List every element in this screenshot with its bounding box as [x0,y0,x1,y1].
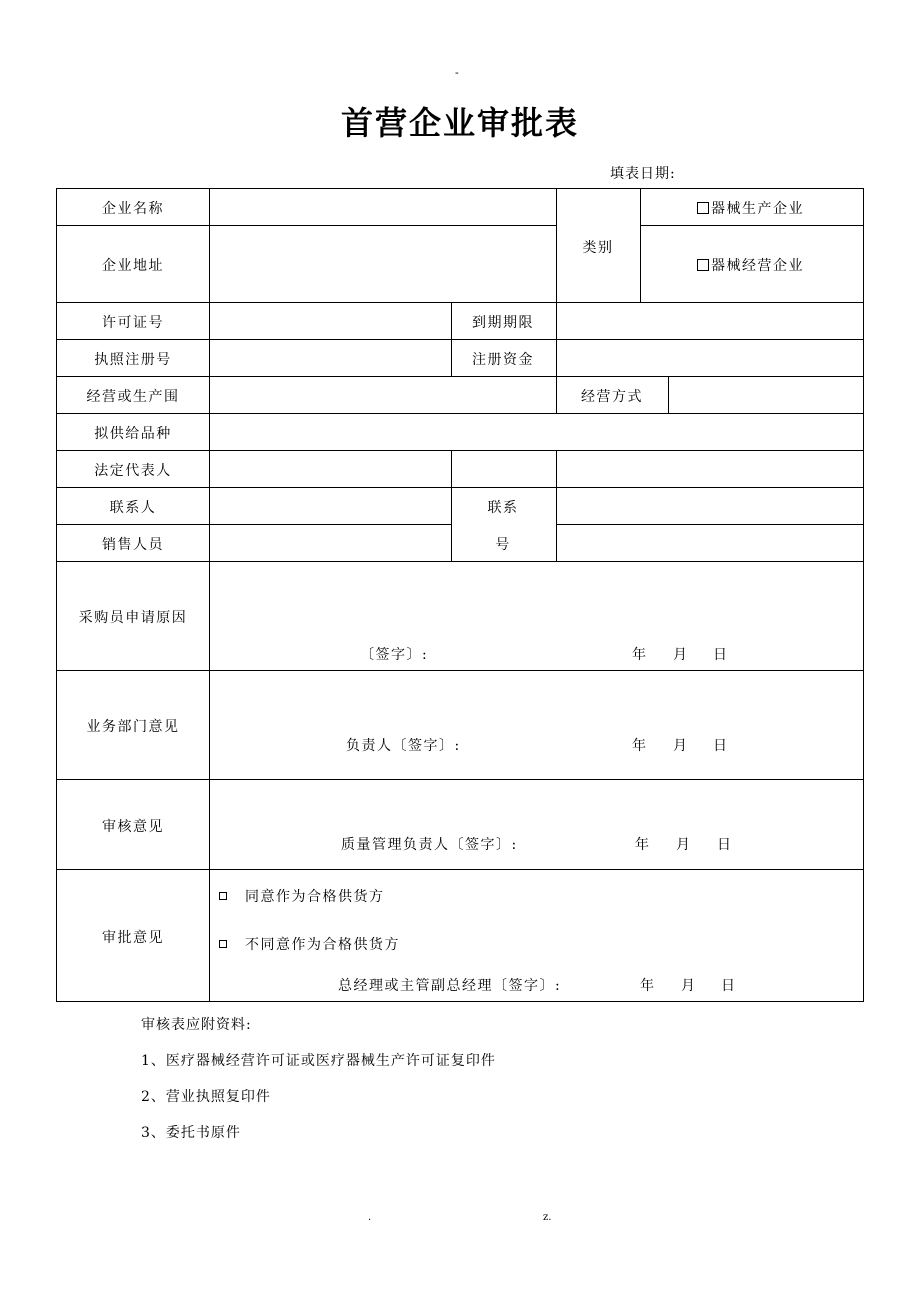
signature-purchase: 〔签字〕: [360,647,429,663]
grid-line [56,302,864,303]
label-business-reg-no: 执照注册号 [94,352,172,368]
approval-choice-label: 同意作为合格供货方 [245,889,385,905]
fill-date-label: 填表日期: [610,166,676,182]
date-year: 年 [635,837,651,853]
grid-line [56,376,864,377]
grid-line [210,524,451,525]
grid-line [451,302,452,376]
grid-line [640,225,864,226]
grid-line [56,869,864,870]
label-business-mode: 经营方式 [581,389,643,405]
signature-dept: 负责人〔签字〕: [346,738,461,754]
date-year: 年 [640,978,656,994]
date-month: 月 [681,978,697,994]
checkbox-icon [219,940,227,948]
footer-right-mark: z. [543,1212,552,1223]
label-license-no: 许可证号 [102,315,164,331]
header-mark: - [455,66,459,79]
signature-review: 质量管理负责人〔签字〕: [341,837,518,853]
date-year: 年 [632,647,648,663]
grid-line [56,450,864,451]
grid-line [209,188,210,1002]
grid-line [56,413,864,414]
label-expiry: 到期期限 [472,315,534,331]
date-day: 日 [713,738,729,754]
label-legal-rep: 法定代表人 [94,463,172,479]
label-company-address: 企业地址 [102,258,164,274]
checkbox-icon [697,202,709,214]
date-day: 日 [713,647,729,663]
grid-line [56,188,57,1002]
grid-line [556,450,557,561]
approval-choice-disagree[interactable] [219,934,400,954]
label-review-opinion: 审核意见 [102,819,164,835]
label-contact-person: 联系人 [109,500,157,516]
label-company-name: 企业名称 [102,201,164,217]
grid-line [56,561,864,562]
checkbox-icon [697,259,709,271]
attachment-item: 2、营业执照复印件 [141,1089,271,1105]
grid-line [863,188,864,1002]
grid-line [56,225,556,226]
attachments-heading: 审核表应附资料: [141,1017,252,1033]
date-month: 月 [673,738,689,754]
grid-line [56,339,864,340]
footer-left-mark: . [368,1212,372,1223]
grid-line [640,188,641,302]
checkbox-icon [219,892,227,900]
category-option-manufacturer[interactable] [697,198,804,218]
date-month: 月 [676,837,692,853]
label-approval-opinion: 审批意见 [102,930,164,946]
grid-line [556,524,864,525]
grid-line [56,779,864,780]
grid-line [556,376,557,413]
date-year: 年 [632,738,648,754]
grid-line [56,1001,864,1002]
label-category: 类别 [582,240,614,256]
approval-choice-label: 不同意作为合格供货方 [245,937,400,953]
grid-line [556,302,557,376]
label-scope: 经营或生产围 [86,389,180,405]
grid-line [451,450,452,561]
grid-line [668,376,669,413]
signature-approval: 总经理或主管副总经理〔签字〕: [338,978,562,994]
label-contact: 联系 [487,500,519,516]
label-dept-opinion: 业务部门意见 [86,719,180,735]
category-option-label: 器械生产企业 [711,201,804,217]
category-option-distributor[interactable] [697,255,804,275]
label-products: 拟供给品种 [94,426,172,442]
approval-choice-agree[interactable] [219,886,385,906]
grid-line [56,188,864,189]
label-sales-staff: 销售人员 [102,537,164,553]
attachment-item: 1、医疗器械经营许可证或医疗器械生产许可证复印件 [141,1053,496,1069]
grid-line [56,524,210,525]
page-title: 首营企业审批表 [340,104,579,142]
attachment-item: 3、委托书原件 [141,1125,241,1141]
grid-line [56,487,864,488]
label-reg-capital: 注册资金 [472,352,534,368]
label-purchase-reason: 采购员申请原因 [78,610,188,626]
date-month: 月 [673,647,689,663]
date-day: 日 [721,978,737,994]
label-number: 号 [495,537,511,553]
category-option-label: 器械经营企业 [711,258,804,274]
grid-line [56,670,864,671]
grid-line [556,188,557,302]
date-day: 日 [717,837,733,853]
